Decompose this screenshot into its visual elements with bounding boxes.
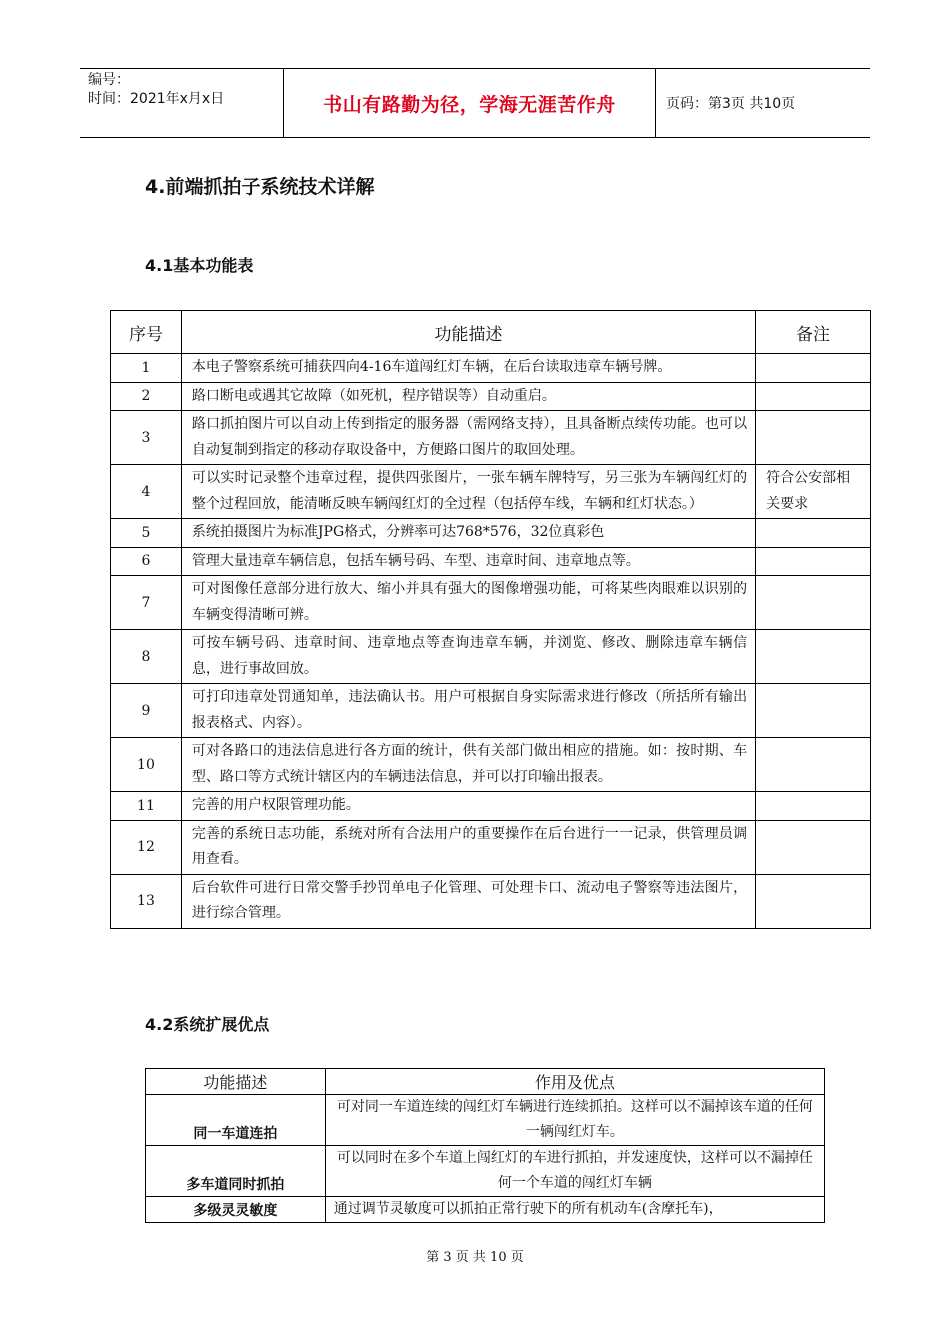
row-number: 6 xyxy=(111,547,182,576)
table-row xyxy=(146,1197,825,1223)
table-row xyxy=(111,547,871,576)
header-motto: 书山有路勤为径，学海无涯苦作舟 xyxy=(283,69,656,137)
row-note xyxy=(756,411,871,465)
row-note xyxy=(756,547,871,576)
table-row xyxy=(111,684,871,738)
section-title: 4.前端抓拍子系统技术详解 xyxy=(145,176,375,198)
subsection-title-basic: 4.1基本功能表 xyxy=(145,256,254,275)
feature-advantage: 可对同一车道连续的闯红灯车辆进行连续抓拍。这样可以不漏掉该车道的任何一辆闯红灯车。 xyxy=(325,1095,824,1146)
row-description: 可打印违章处罚通知单，违法确认书。用户可根据自身实际需求进行修改（所括所有输出报表格式、内容）。 xyxy=(181,684,755,738)
row-note xyxy=(756,519,871,548)
column-header-note: 备注 xyxy=(756,311,871,354)
table-header-row xyxy=(146,1069,825,1095)
row-number: 8 xyxy=(111,630,182,684)
header-page-info: 页码：第3页 共10页 xyxy=(666,96,796,112)
header-number-label: 编号： xyxy=(88,72,130,88)
row-description: 管理大量违章车辆信息，包括车辆号码、车型、违章时间、违章地点等。 xyxy=(181,547,755,576)
row-description: 可以实时记录整个违章过程，提供四张图片，一张车辆车牌特写，另三张为车辆闯红灯的整个过程回放，能清晰反映车辆闯红灯的全过程（包括停车线，车辆和红灯状态。） xyxy=(181,465,755,519)
row-note xyxy=(756,738,871,792)
row-description: 本电子警察系统可捕获四向4-16车道闯红灯车辆，在后台读取违章车辆号牌。 xyxy=(181,354,755,383)
row-description: 可对各路口的违法信息进行各方面的统计，供有关部门做出相应的措施。如：按时期、车型、路口等方式统计辖区内的车辆违法信息，并可以打印输出报表。 xyxy=(181,738,755,792)
header-time-label: 时间：2021年x月x日 xyxy=(88,91,225,107)
row-description: 可对图像任意部分进行放大、缩小并具有强大的图像增强功能，可将某些肉眼难以识别的车辆变得清晰可辨。 xyxy=(181,576,755,630)
feature-advantage: 通过调节灵敏度可以抓拍正常行驶下的所有机动车(含摩托车)， xyxy=(325,1197,824,1223)
row-number: 10 xyxy=(111,738,182,792)
table-row xyxy=(111,576,871,630)
row-note xyxy=(756,382,871,411)
row-note xyxy=(756,874,871,928)
feature-name: 多车道同时抓拍 xyxy=(146,1146,326,1197)
basic-function-table xyxy=(110,310,871,929)
table-row xyxy=(111,519,871,548)
row-number: 7 xyxy=(111,576,182,630)
row-description: 后台软件可进行日常交警手抄罚单电子化管理、可处理卡口、流动电子警察等违法图片，进行综合管理。 xyxy=(181,874,755,928)
row-note xyxy=(756,576,871,630)
row-description: 路口断电或遇其它故障（如死机，程序错误等）自动重启。 xyxy=(181,382,755,411)
table-row xyxy=(111,411,871,465)
column-header-number: 序号 xyxy=(111,311,182,354)
row-description: 可按车辆号码、违章时间、违章地点等查询违章车辆，并浏览、修改、删除违章车辆信息，进行事故回放。 xyxy=(181,630,755,684)
table-row xyxy=(111,382,871,411)
table-row xyxy=(111,354,871,383)
row-note xyxy=(756,792,871,821)
extension-advantages-table xyxy=(145,1068,825,1223)
row-number: 1 xyxy=(111,354,182,383)
row-description: 完善的系统日志功能，系统对所有合法用户的重要操作在后台进行一一记录，供管理员调用查看。 xyxy=(181,820,755,874)
table-row xyxy=(146,1095,825,1146)
row-number: 9 xyxy=(111,684,182,738)
row-number: 5 xyxy=(111,519,182,548)
row-description: 路口抓拍图片可以自动上传到指定的服务器（需网络支持），且具备断点续传功能。也可以自动复制到指定的移动存取设备中，方便路口图片的取回处理。 xyxy=(181,411,755,465)
row-note xyxy=(756,820,871,874)
column-header-description: 功能描述 xyxy=(181,311,755,354)
row-number: 12 xyxy=(111,820,182,874)
feature-advantage: 可以同时在多个车道上闯红灯的车进行抓拍，并发速度快，这样可以不漏掉任何一个车道的闯红灯车辆 xyxy=(325,1146,824,1197)
row-number: 4 xyxy=(111,465,182,519)
row-description: 完善的用户权限管理功能。 xyxy=(181,792,755,821)
page-footer: 第 3 页 共 10 页 xyxy=(426,1250,524,1265)
table-row xyxy=(111,738,871,792)
table-row xyxy=(111,630,871,684)
column-header-advantage: 作用及优点 xyxy=(325,1069,824,1095)
row-number: 2 xyxy=(111,382,182,411)
page-header xyxy=(80,68,870,138)
row-note xyxy=(756,684,871,738)
header-meta xyxy=(80,69,283,137)
table-header-row xyxy=(111,311,871,354)
feature-name: 同一车道连拍 xyxy=(146,1095,326,1146)
row-note: 符合公安部相关要求 xyxy=(756,465,871,519)
row-number: 11 xyxy=(111,792,182,821)
row-note xyxy=(756,630,871,684)
table-row xyxy=(111,465,871,519)
row-number: 13 xyxy=(111,874,182,928)
feature-name: 多级灵灵敏度 xyxy=(146,1197,326,1223)
row-number: 3 xyxy=(111,411,182,465)
subsection-title-extension: 4.2系统扩展优点 xyxy=(145,1015,270,1034)
table-row xyxy=(111,792,871,821)
table-row xyxy=(146,1146,825,1197)
table-row xyxy=(111,874,871,928)
table-row xyxy=(111,820,871,874)
row-description: 系统拍摄图片为标准JPG格式，分辨率可达768*576，32位真彩色 xyxy=(181,519,755,548)
column-header-feature: 功能描述 xyxy=(146,1069,326,1095)
row-note xyxy=(756,354,871,383)
